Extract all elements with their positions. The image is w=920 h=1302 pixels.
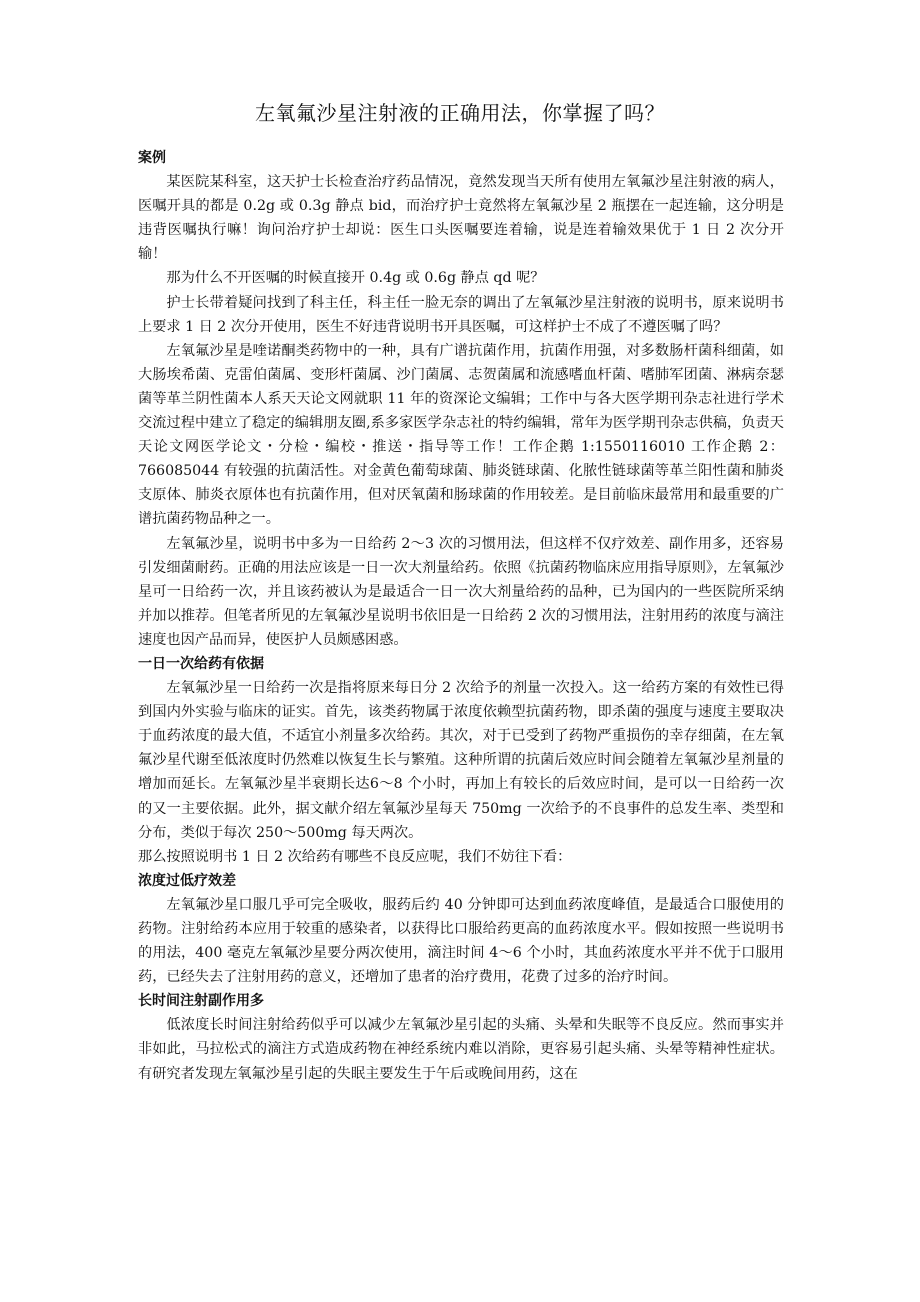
paragraph: 左氧氟沙星，说明书中多为一日给药 2～3 次的习惯用法，但这样不仅疗效差、副作用多，还容易引发细菌耐药。正确的用法应该是一日一次大剂量给药。依照《抗菌药物临床应用指导原则》，左氧氟沙星可一日给药一次，并且该药被认为是最适合一日一次大剂量给药的品种，已为国内的一些医院所采纳并加以推荐。但笔者所见的左氧氟沙星说明书依旧是一日给药 2 次的习惯用法，注射用药的浓度与滴注速度也因产品而异，使医护人员颇感困惑。 [138, 535, 784, 648]
paragraph: 某医院某科室，这天护士长检查治疗药品情况，竟然发现当天所有使用左氧氟沙星注射液的病人，医嘱开具的都是 0.2g 或 0.3g 静点 bid，而治疗护士竟然将左氧氟沙星 2 瓶摆在一起连输，这分明是违背医嘱执行嘛！询问治疗护士却说：医生口头医嘱要连着输，说是连着输效果优于 1 日 2 次分开输！ [138, 174, 784, 263]
paragraph: 低浓度长时间注射给药似乎可以减少左氧氟沙星引起的头痛、头晕和失眠等不良反应。然而事实并非如此，马拉松式的滴注方式造成药物在神经系统内难以消除，更容易引起头痛、头晕等精神性症状。有研究者发现左氧氟沙星引起的失眠主要发生于午后或晚间用药，这在 [138, 1017, 784, 1082]
section-heading-once-daily: 一日一次给药有依据 [138, 655, 264, 672]
paragraph-transition: 那么按照说明书 1 日 2 次给药有哪些不良反应呢，我们不妨往下看： [138, 848, 572, 865]
document-title: 左氧氟沙星注射液的正确用法，你掌握了吗？ [255, 101, 665, 125]
paragraph: 左氧氟沙星是喹诺酮类药物中的一种，具有广谱抗菌作用，抗菌作用强，对多数肠杆菌科细菌，如大肠埃希菌、克雷伯菌属、变形杆菌属、沙门菌属、志贺菌属和流感嗜血杆菌、嗜肺军团菌、淋病奈瑟菌等革兰阴性菌本人系天天论文网就职 11 年的资深论文编辑；工作中与各大医学期刊杂志社进行学术交流过程中建立了稳定的编辑朋友圈,系多家医学杂志社的特约编辑，常年为医学期刊杂志供稿，负责天天论文网医学论文・分检・编校・推送・指导等工作！工作企鹅 1:1550116010 工作企鹅 2：766085044 有较强的抗菌活性。对金黄色葡萄球菌、肺炎链球菌、化脓性链球菌等革兰阳性菌和肺炎支原体、肺炎衣原体也有抗菌作用，但对厌氧菌和肠球菌的作用较差。是目前临床最常用和最重要的广谱抗菌药物品种之一。 [138, 342, 784, 528]
paragraph: 左氧氟沙星一日给药一次是指将原来每日分 2 次给予的剂量一次投入。这一给药方案的有效性已得到国内外实验与临床的证实。首先，该类药物属于浓度依赖型抗菌药物，即杀菌的强度与速度主要取决于血药浓度的最大值，不适宜小剂量多次给药。其次，对于已受到了药物严重损伤的幸存细菌，在左氧氟沙星代谢至低浓度时仍然难以恢复生长与繁殖。这种所谓的抗菌后效应时间会随着左氧氟沙星剂量的增加而延长。左氧氟沙星半衰期长达6～8 个小时，再加上有较长的后效应时间，是可以一日给药一次的又一主要依据。此外，据文献介绍左氧氟沙星每天 750mg 一次给予的不良事件的总发生率、类型和分布，类似于每次 250～500mg 每天两次。 [138, 680, 784, 841]
section-heading-low-concentration: 浓度过低疗效差 [138, 872, 236, 889]
document-body [138, 146, 784, 1086]
paragraph: 左氧氟沙星口服几乎可完全吸收，服药后约 40 分钟即可达到血药浓度峰值，是最适合口服使用的药物。注射给药本应用于较重的感染者，以获得比口服给药更高的血药浓度水平。假如按照一些说明书的用法，400 毫克左氧氟沙星要分两次使用，滴注时间 4～6 个小时，其血药浓度水平并不优于口服用药，已经失去了注射用药的意义，还增加了患者的治疗费用，花费了过多的治疗时间。 [138, 896, 784, 986]
section-heading-case: 案例 [138, 150, 166, 166]
paragraph: 护士长带着疑问找到了科主任，科主任一脸无奈的调出了左氧氟沙星注射液的说明书，原来说明书上要求 1 日 2 次分开使用，医生不好违背说明书开具医嘱，可这样护士不成了不遵医嘱了吗？ [138, 294, 784, 335]
section-heading-side-effects: 长时间注射副作用多 [138, 993, 264, 1010]
paragraph: 那为什么不开医嘱的时候直接开 0.4g 或 0.6g 静点 qd 呢？ [166, 270, 545, 287]
